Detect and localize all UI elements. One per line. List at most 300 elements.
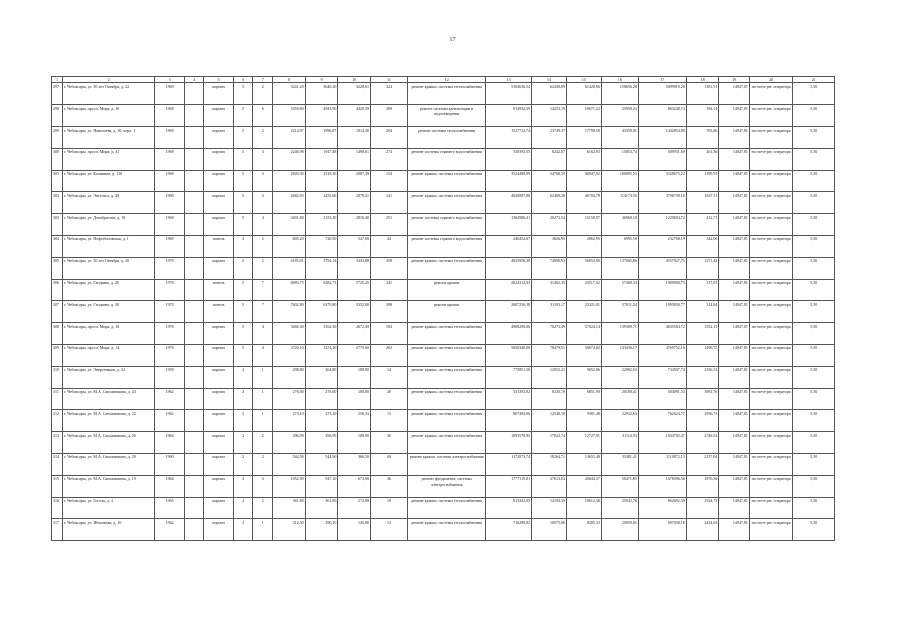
table-cell: 100095,55 xyxy=(601,170,638,192)
table-cell: 314,64 xyxy=(686,301,719,323)
table-cell: кирпич xyxy=(204,344,233,366)
table-cell: 2746,52 xyxy=(686,432,719,454)
table-cell: 317,01 xyxy=(686,279,719,301)
table-cell: 22932,63 xyxy=(601,410,638,432)
table-cell: 765,06 xyxy=(686,127,719,149)
table-cell: 947,10 xyxy=(305,475,338,497)
table-cell: на счете рег. оператора xyxy=(749,170,793,192)
table-cell: кирпич xyxy=(204,127,233,149)
table-cell: 1965 xyxy=(155,497,184,519)
table-cell: 6162,03 xyxy=(566,148,601,170)
table-cell: 1996,87 xyxy=(305,127,338,149)
table-cell: 807494,06 xyxy=(486,410,532,432)
table-cell: 61428,96 xyxy=(566,83,601,105)
table-cell: 1442854,80 xyxy=(638,127,686,149)
table-cell: 1496,75 xyxy=(686,344,719,366)
table-cell: 14047,81 xyxy=(719,453,749,475)
table-cell: 5 xyxy=(233,105,253,127)
table-cell: 1 xyxy=(253,519,273,541)
table-cell: 12052,21 xyxy=(532,366,567,388)
table-cell: 4 xyxy=(253,214,273,236)
table-cell: 1229694,72 xyxy=(638,214,686,236)
column-number: 12 xyxy=(407,77,485,83)
table-cell: 2 xyxy=(253,497,273,519)
table-cell: 4943,90 xyxy=(305,105,338,127)
table-cell: 1777119,01 xyxy=(486,475,532,497)
table-cell: 2 xyxy=(233,366,253,388)
table-cell: 2 xyxy=(253,127,273,149)
table-cell: 14047,81 xyxy=(719,148,749,170)
table-cell: 62430,09 xyxy=(532,83,567,105)
table-cell: 2862,95 xyxy=(566,235,601,257)
table-cell xyxy=(184,214,204,236)
table-cell: 3794,14 xyxy=(305,257,338,279)
table-cell: 114174,50 xyxy=(601,192,638,214)
table-cell: 7 xyxy=(253,301,273,323)
table-cell: 301 xyxy=(52,170,63,192)
table-cell: 1110872,13 xyxy=(638,453,686,475)
table-cell: 1172073,74 xyxy=(486,453,532,475)
table-cell: 1637,11 xyxy=(686,192,719,214)
table-row xyxy=(52,388,835,410)
table-cell: ремонт системы канализации и водоотведения xyxy=(407,105,485,127)
table-cell: 5,50 xyxy=(793,432,835,454)
table-row xyxy=(52,344,835,366)
table-cell: 256,33 xyxy=(338,410,371,432)
table-cell xyxy=(184,105,204,127)
table-cell: 14047,81 xyxy=(719,301,749,323)
table-cell: 12548,10 xyxy=(532,410,567,432)
table-cell: г. Чебоксары, просп. Мира, д. 18 xyxy=(62,323,155,345)
table-cell: 14 xyxy=(370,366,407,388)
table-row xyxy=(52,170,835,192)
table-cell: 57468,34 xyxy=(601,279,638,301)
table-cell: 14047,81 xyxy=(719,323,749,345)
table-cell: 2956,73 xyxy=(686,410,719,432)
table-cell: 20180,41 xyxy=(601,388,638,410)
table-cell: 311 xyxy=(52,388,63,410)
table-cell xyxy=(184,235,204,257)
table-cell: 913443,95 xyxy=(486,497,532,519)
table-cell: 19 xyxy=(370,497,407,519)
table-cell: кирпич xyxy=(204,192,233,214)
table-cell: 6995,50 xyxy=(601,235,638,257)
table-cell: 17024,74 xyxy=(532,432,567,454)
table-cell: 3401,80 xyxy=(273,214,306,236)
table-cell: 290,10 xyxy=(305,519,338,541)
table-cell: 2682,03 xyxy=(273,192,306,214)
table-cell: 5,50 xyxy=(793,83,835,105)
table-cell: 305 xyxy=(52,257,63,279)
column-number: 4 xyxy=(184,77,204,83)
table-cell: кирпич xyxy=(204,148,233,170)
table-row xyxy=(52,235,835,257)
table-cell: 307 xyxy=(52,301,63,323)
table-cell: 1969 xyxy=(155,105,184,127)
table-cell: 509951,69 xyxy=(638,148,686,170)
table-cell: 5 xyxy=(233,257,253,279)
table-cell: 54768,39 xyxy=(532,170,567,192)
table-cell: 2455,60 xyxy=(305,192,338,214)
table-cell: кирпич xyxy=(204,257,233,279)
column-number: 8 xyxy=(273,77,306,83)
table-cell: 202 xyxy=(370,344,407,366)
table-cell: 5,50 xyxy=(793,410,835,432)
table-cell: 13655,49 xyxy=(566,453,601,475)
table-cell: 6993,75 xyxy=(273,279,306,301)
table-cell: 304 xyxy=(52,235,63,257)
table-cell: 2 xyxy=(233,475,253,497)
table-cell: 4557927,75 xyxy=(638,257,686,279)
table-cell: 1678396,36 xyxy=(638,475,686,497)
table-cell: 78479,51 xyxy=(532,344,567,366)
table-cell: 1876,36 xyxy=(686,475,719,497)
table-cell: на счете рег. оператора xyxy=(749,83,793,105)
table-cell: 14253,19 xyxy=(532,105,567,127)
table-cell: ремонт крыши, системы теплоснабжения xyxy=(407,83,485,105)
table-cell xyxy=(184,519,204,541)
table-cell: 361,80 xyxy=(305,497,338,519)
table-cell: 5,50 xyxy=(793,323,835,345)
table-cell: 308 xyxy=(52,323,63,345)
table-row xyxy=(52,410,835,432)
table-cell: г. Чебоксары, ул. М.А. Сапожникова, д. 24 xyxy=(62,388,155,410)
table-cell: 276,00 xyxy=(273,388,306,410)
table-cell: на счете рег. оператора xyxy=(749,475,793,497)
housing-repair-table xyxy=(51,76,835,541)
table-cell: 31462,35 xyxy=(532,279,567,301)
table-cell: 1 xyxy=(253,410,273,432)
table-cell: кирпич xyxy=(204,323,233,345)
table-cell xyxy=(184,127,204,149)
table-cell: г. Чебоксары, ул. М.А. Сапожникова, д. 19 xyxy=(62,475,155,497)
table-cell: 2 xyxy=(253,83,273,105)
table-cell: 9052,86 xyxy=(566,366,601,388)
table-cell: 309 xyxy=(52,344,63,366)
table-cell: 2 xyxy=(253,432,273,454)
table-cell: 3162,30 xyxy=(305,323,338,345)
table-cell: 50471,85 xyxy=(601,475,638,497)
table-cell: кирпич xyxy=(204,388,233,410)
table-cell: 23321,01 xyxy=(566,301,601,323)
table-cell: 189,00 xyxy=(338,432,371,454)
table-row xyxy=(52,279,835,301)
table-cell: 36 xyxy=(370,475,407,497)
table-cell: 2672,49 xyxy=(338,323,371,345)
table-cell: 6379,80 xyxy=(305,301,338,323)
table-cell: г. Чебоксары, ул. Гагарина, д. 30 xyxy=(62,301,155,323)
table-cell: 150656,28 xyxy=(601,83,638,105)
table-cell: 3328675,22 xyxy=(638,170,686,192)
table-cell: 1304586,41 xyxy=(486,214,532,236)
table-cell: ремонт крыши, системы теплоснабжения xyxy=(407,366,485,388)
table-cell: 734597,74 xyxy=(638,366,686,388)
table-cell: 25942,78 xyxy=(601,497,638,519)
table-cell: на счете рег. оператора xyxy=(749,388,793,410)
table-cell: 303 xyxy=(52,214,63,236)
table-cell: 1970 xyxy=(155,279,184,301)
table-cell: 2 xyxy=(233,235,253,257)
table-cell: 141 xyxy=(370,192,407,214)
table-cell: 1527732,74 xyxy=(486,127,532,149)
table-cell: на счете рег. оператора xyxy=(749,519,793,541)
table-cell: ремонт крыши, системы теплоснабжения xyxy=(407,388,485,410)
table-cell: 1271,42 xyxy=(686,257,719,279)
table-row xyxy=(52,301,835,323)
table-cell: ремонт крыши, системы теплоснабжения xyxy=(407,323,485,345)
table-cell: 1814,30 xyxy=(338,127,371,149)
table-cell: кирпич xyxy=(204,432,233,454)
table-cell: 1964 xyxy=(155,432,184,454)
table-row xyxy=(52,105,835,127)
table-cell: 1962 xyxy=(155,388,184,410)
table-cell: ремонт крыши, системы теплоснабжения xyxy=(407,410,485,432)
table-cell: 544,50 xyxy=(273,453,306,475)
table-cell: 1969 xyxy=(155,170,184,192)
table-cell: 5050340,06 xyxy=(486,344,532,366)
table-cell: 5352,80 xyxy=(338,301,371,323)
column-number: 11 xyxy=(370,77,407,83)
column-number: 9 xyxy=(305,77,338,83)
table-cell: 5 xyxy=(233,279,253,301)
table-cell: ремонт крыши, системы теплоснабжения xyxy=(407,257,485,279)
table-cell: 312,50 xyxy=(273,519,306,541)
table-row xyxy=(52,432,835,454)
table-cell: г. Чебоксары, ул. М.А. Сапожникова, д. 26 xyxy=(62,432,155,454)
table-cell: 716298,82 xyxy=(486,519,532,541)
table-cell: 5,50 xyxy=(793,148,835,170)
table-cell: 27613,03 xyxy=(532,475,567,497)
table-cell: 341 xyxy=(370,279,407,301)
table-row xyxy=(52,366,835,388)
table-cell: 2087,39 xyxy=(338,170,371,192)
table-cell: 2078,41 xyxy=(338,192,371,214)
table-cell: 6382,73 xyxy=(305,279,338,301)
table-cell: 289 xyxy=(370,105,407,127)
table-cell: 5725,25 xyxy=(338,279,371,301)
table-cell: на счете рег. оператора xyxy=(749,127,793,149)
table-cell: 232768,19 xyxy=(638,235,686,257)
table-cell: 5,50 xyxy=(793,235,835,257)
table-cell: ремонт крыши, системы теплоснабжения xyxy=(407,344,485,366)
table-cell: 313 xyxy=(52,432,63,454)
table-cell: 261,36 xyxy=(686,148,719,170)
table-cell: 14047,81 xyxy=(719,105,749,127)
table-cell: на счете рег. оператора xyxy=(749,279,793,301)
table-cell: 5 xyxy=(233,323,253,345)
table-row xyxy=(52,453,835,475)
column-number: 19 xyxy=(719,77,749,83)
table-cell: 673,00 xyxy=(338,475,371,497)
column-number: 17 xyxy=(638,77,686,83)
table-cell: г. Чебоксары, просп. Мира, д. 10 xyxy=(62,105,155,127)
table-cell: 298 xyxy=(52,105,63,127)
table-cell: ремонт системы горячего водоснабжения xyxy=(407,214,485,236)
table-cell: 14047,81 xyxy=(719,170,749,192)
table-cell: кирпич xyxy=(204,410,233,432)
table-cell: 1 xyxy=(253,366,273,388)
table-cell: 300 xyxy=(52,148,63,170)
table-cell: 3796739,18 xyxy=(638,192,686,214)
table-cell: 3720,10 xyxy=(273,344,306,366)
table-cell: 544,90 xyxy=(305,453,338,475)
table-cell: 6851,90 xyxy=(566,388,601,410)
table-cell: г. Чебоксары, ул. 50 лет Октября, д. 22 xyxy=(62,83,155,105)
table-cell: 272,00 xyxy=(338,497,371,519)
table-cell: 40947,92 xyxy=(566,170,601,192)
table-cell: 43359,01 xyxy=(601,127,638,149)
table-cell: г. Чебоксары, ул. Яблочкова, д. 10 xyxy=(62,519,155,541)
table-cell: 3374,20 xyxy=(305,344,338,366)
table-cell: 137065,86 xyxy=(601,257,638,279)
table-cell: 14047,81 xyxy=(719,235,749,257)
table-cell: 14047,81 xyxy=(719,366,749,388)
table-cell: на счете рег. оператора xyxy=(749,432,793,454)
table-cell: 7602,80 xyxy=(273,301,306,323)
table-cell: 204 xyxy=(370,127,407,149)
table-cell: 2816,40 xyxy=(338,214,371,236)
table-cell: 3524498,99 xyxy=(486,170,532,192)
table-cell: 14047,81 xyxy=(719,279,749,301)
table-cell: 396,99 xyxy=(273,432,306,454)
table-cell: 76273,49 xyxy=(532,323,567,345)
table-cell: ремонт крыши xyxy=(407,279,485,301)
table-cell xyxy=(184,497,204,519)
table-cell: на счете рег. оператора xyxy=(749,148,793,170)
table-cell xyxy=(184,257,204,279)
table-cell: 20644,37 xyxy=(566,475,601,497)
table-cell: на счете рег. оператора xyxy=(749,235,793,257)
table-cell: 2 xyxy=(253,453,273,475)
table-cell: 10671,22 xyxy=(566,105,601,127)
table-cell: 1960 xyxy=(155,453,184,475)
table-cell: 5,50 xyxy=(793,475,835,497)
table-cell: 504091,33 xyxy=(638,388,686,410)
table-cell: 2 xyxy=(233,519,253,541)
table-cell xyxy=(184,366,204,388)
table-cell: кирпич xyxy=(204,170,233,192)
table-cell: 324 xyxy=(370,83,407,105)
table-cell: 1093570,95 xyxy=(486,432,532,454)
table-cell: 12727,91 xyxy=(566,432,601,454)
table-cell: 8230,19 xyxy=(532,388,567,410)
table-cell: на счете рег. оператора xyxy=(749,497,793,519)
table-row xyxy=(52,148,835,170)
table-cell: 46704,78 xyxy=(566,192,601,214)
table-cell: на счете рег. оператора xyxy=(749,214,793,236)
table-cell: 14047,81 xyxy=(719,388,749,410)
table-cell: 2007256,18 xyxy=(486,301,532,323)
table-cell: 31193,17 xyxy=(532,301,567,323)
table-cell: 2 xyxy=(233,388,253,410)
table-cell: 342,06 xyxy=(686,235,719,257)
table-cell: ремонт крыши, системы теплоснабжения xyxy=(407,497,485,519)
table-cell: на счете рег. оператора xyxy=(749,192,793,214)
table-cell: 5009919,20 xyxy=(638,83,686,105)
table-cell: 1381,51 xyxy=(686,83,719,105)
table-cell: 361,80 xyxy=(273,497,306,519)
table-cell: 863248,74 xyxy=(638,105,686,127)
table-cell: 2214,97 xyxy=(273,127,306,149)
table-row xyxy=(52,519,835,541)
table-cell: 3466,30 xyxy=(273,323,306,345)
table-cell: г. Чебоксары, ул. Николаева, д. 30, корп. 1 xyxy=(62,127,155,149)
table-cell: кирпич xyxy=(204,83,233,105)
table-cell: 358 xyxy=(370,257,407,279)
table-cell: 1552,15 xyxy=(686,323,719,345)
table-cell: 57011,24 xyxy=(601,301,638,323)
table-cell: 2 xyxy=(233,497,253,519)
table-cell: 5,50 xyxy=(793,497,835,519)
table-cell: 1970 xyxy=(155,301,184,323)
table-cell: 246454,67 xyxy=(486,235,532,257)
table-cell: 3153,30 xyxy=(305,214,338,236)
table-cell: 3826,95 xyxy=(532,235,567,257)
table-cell: 14047,81 xyxy=(719,475,749,497)
table-cell: 775851,50 xyxy=(486,366,532,388)
table-cell: на счете рег. оператора xyxy=(749,301,793,323)
table-cell: г. Чебоксары, ул. М.А. Сапожникова, д. 20 xyxy=(62,453,155,475)
column-number: 7 xyxy=(253,77,273,83)
table-cell: 1969 xyxy=(155,214,184,236)
column-number: 5 xyxy=(204,77,233,83)
table-cell: 314 xyxy=(52,453,63,475)
table-cell: панель xyxy=(204,301,233,323)
table-cell: 762624,77 xyxy=(638,410,686,432)
table-cell: 14047,81 xyxy=(719,410,749,432)
table-cell: 8242,07 xyxy=(532,148,567,170)
table-cell: 20 xyxy=(370,388,407,410)
table-cell: 10975,66 xyxy=(532,519,567,541)
table-cell: 17798,50 xyxy=(566,127,601,149)
table-cell: 5 xyxy=(233,170,253,192)
table-cell: ремонт крыши, системы теплоснабжения xyxy=(407,519,485,541)
table-cell: ремонт крыши, системы электроснабжения xyxy=(407,453,485,475)
table-cell: 14047,81 xyxy=(719,257,749,279)
table-cell: панель xyxy=(204,279,233,301)
table-cell: 4 xyxy=(253,344,273,366)
column-number: 15 xyxy=(566,77,601,83)
table-cell: 720,50 xyxy=(305,235,338,257)
table-cell: 3220,61 xyxy=(338,83,371,105)
table-cell: 57024,14 xyxy=(566,323,601,345)
table-cell: 298,80 xyxy=(273,366,306,388)
column-number: 21 xyxy=(793,77,835,83)
table-cell: 184 xyxy=(370,323,407,345)
table-cell: 1969 xyxy=(155,192,184,214)
table-cell: г. Чебоксары, просп. Мира, д. 41 xyxy=(62,148,155,170)
column-number: 1 xyxy=(52,77,63,83)
table-cell: 1399,55 xyxy=(686,170,719,192)
column-number: 18 xyxy=(686,77,719,83)
table-cell: 5,50 xyxy=(793,257,835,279)
table-cell: 862692,39 xyxy=(638,497,686,519)
table-cell: 1969 xyxy=(155,148,184,170)
table-cell: 312 xyxy=(52,410,63,432)
table-row xyxy=(52,497,835,519)
table-cell: г. Чебоксары, просп. Мира, д. 14 xyxy=(62,344,155,366)
table-row xyxy=(52,214,835,236)
table-cell: 315 xyxy=(52,475,63,497)
table-row xyxy=(52,323,835,345)
table-cell: 14047,81 xyxy=(719,127,749,149)
table-cell: 3 xyxy=(253,192,273,214)
table-cell: ремонт фундамента, системы электроснабжения xyxy=(407,475,485,497)
table-cell: 5,50 xyxy=(793,279,835,301)
table-cell: 530393,55 xyxy=(486,148,532,170)
table-cell: г. Чебоксары, ул. Нефтебазовская, д. 1 xyxy=(62,235,155,257)
table-cell: 180,00 xyxy=(338,366,371,388)
